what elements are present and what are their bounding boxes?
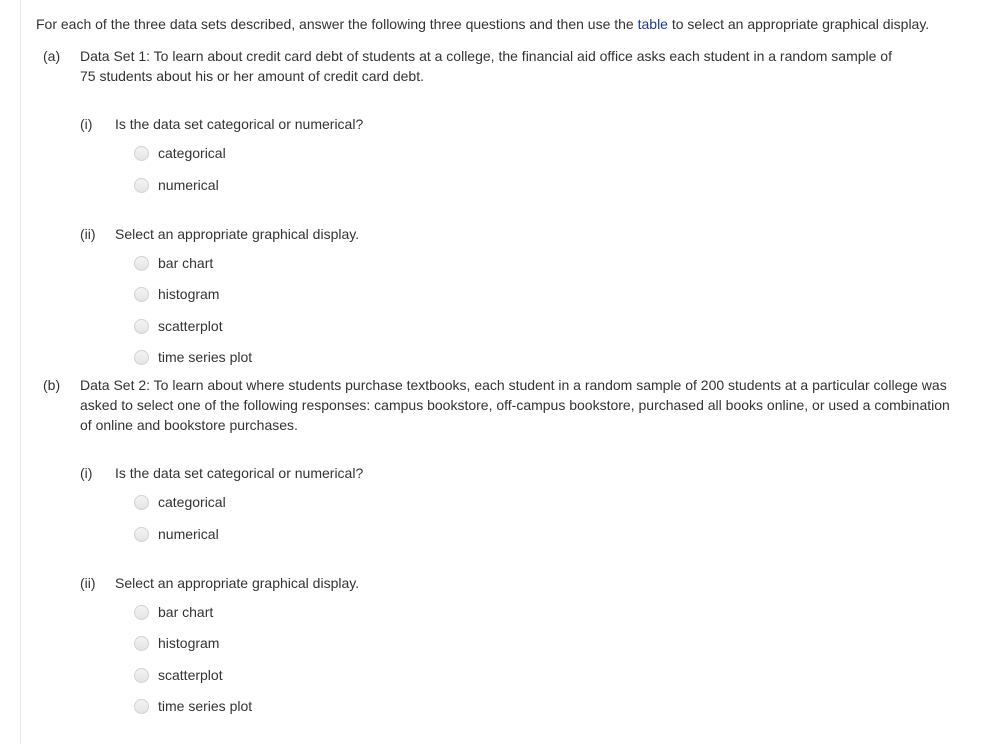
option-label: bar chart — [158, 255, 214, 271]
part-b-q1-text: Is the data set categorical or numerical? — [115, 465, 364, 481]
table-link[interactable]: table — [637, 16, 668, 32]
part-b-label: (b) — [43, 377, 61, 393]
option-label: time series plot — [158, 698, 253, 714]
option-label: histogram — [158, 286, 220, 302]
radio-button-icon[interactable] — [134, 350, 149, 365]
radio-button-icon[interactable] — [134, 256, 149, 271]
part-a-q1-number: (i) — [80, 116, 93, 132]
part-a-q1-option-categorical[interactable] — [134, 143, 226, 163]
instructions-text-end: to select an appropriate graphical display. — [667, 16, 930, 32]
part-a-label: (a) — [43, 48, 61, 64]
instructions-text-start: For each of the three data sets described, answer the following three questions and then use the — [36, 16, 638, 32]
part-a-line-1: Data Set 1: To learn about credit card debt of students at a college, the financial aid office asks each student in a random sample of — [80, 48, 892, 64]
part-b-q1-option-numerical[interactable] — [134, 524, 219, 544]
radio-button-icon[interactable] — [134, 699, 149, 714]
part-b-q2-option-histogram[interactable] — [134, 633, 219, 653]
part-a-q2-text: Select an appropriate graphical display. — [115, 226, 360, 242]
part-a-q2-option-bar-chart[interactable] — [134, 253, 213, 273]
part-b-q2-number: (ii) — [80, 575, 96, 591]
part-a-q1-option-numerical[interactable] — [134, 175, 219, 195]
option-label: categorical — [158, 494, 226, 510]
radio-button-icon[interactable] — [134, 605, 149, 620]
part-b-line-1: Data Set 2: To learn about where students purchase textbooks, each student in a random sample of 200 students at a particular college was — [80, 377, 947, 393]
part-a-line-2: 75 students about his or her amount of credit card debt. — [80, 68, 424, 84]
left-border — [20, 0, 21, 744]
radio-button-icon[interactable] — [134, 636, 149, 651]
radio-button-icon[interactable] — [134, 495, 149, 510]
instructions — [36, 14, 976, 34]
option-label: scatterplot — [158, 667, 223, 683]
option-label: categorical — [158, 145, 226, 161]
option-label: numerical — [158, 177, 219, 193]
part-a-q1-text: Is the data set categorical or numerical? — [115, 116, 364, 132]
option-label: histogram — [158, 635, 220, 651]
radio-button-icon[interactable] — [134, 287, 149, 302]
part-a-q2-option-histogram[interactable] — [134, 284, 219, 304]
option-label: bar chart — [158, 604, 214, 620]
part-b-q1-number: (i) — [80, 465, 93, 481]
option-label: numerical — [158, 526, 219, 542]
part-b-q1-option-categorical[interactable] — [134, 492, 226, 512]
radio-button-icon[interactable] — [134, 146, 149, 161]
option-label: time series plot — [158, 349, 253, 365]
radio-button-icon[interactable] — [134, 319, 149, 334]
radio-button-icon[interactable] — [134, 668, 149, 683]
option-label: scatterplot — [158, 318, 223, 334]
part-b-line-3: of online and bookstore purchases. — [80, 417, 298, 433]
radio-button-icon[interactable] — [134, 178, 149, 193]
radio-button-icon[interactable] — [134, 527, 149, 542]
part-b-line-2: asked to select one of the following responses: campus bookstore, off-campus bookstore, purchased all books online, or used a combination — [80, 397, 950, 413]
part-b-q2-option-bar-chart[interactable] — [134, 602, 213, 622]
part-a-description — [80, 46, 980, 86]
part-b-q2-option-scatterplot[interactable] — [134, 665, 223, 685]
part-b-description — [80, 375, 980, 435]
part-b-q2-option-time-series-plot[interactable] — [134, 696, 252, 716]
part-a-q2-option-scatterplot[interactable] — [134, 316, 223, 336]
part-a-q2-number: (ii) — [80, 226, 96, 242]
part-b-q2-text: Select an appropriate graphical display. — [115, 575, 360, 591]
part-a-q2-option-time-series-plot[interactable] — [134, 347, 252, 367]
